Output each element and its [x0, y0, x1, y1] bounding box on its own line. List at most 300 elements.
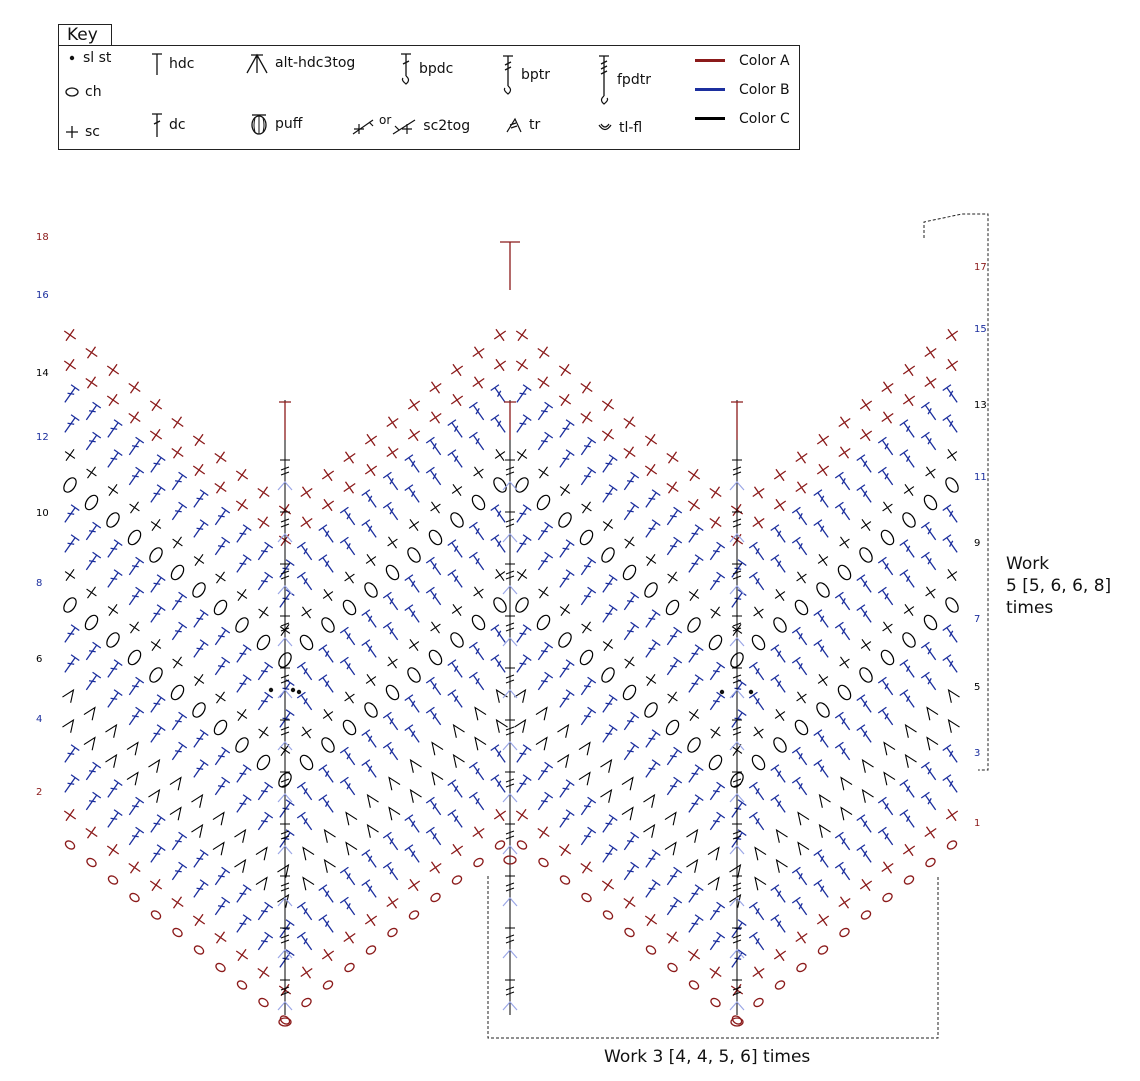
- sc-mark: [82, 373, 101, 392]
- dc-mark: [61, 535, 80, 555]
- puff-mark: [384, 683, 401, 702]
- dc-mark: [125, 797, 144, 817]
- dc-mark: [943, 775, 962, 795]
- row-number: 13: [974, 400, 987, 411]
- dc-mark: [900, 450, 919, 470]
- sc-mark: [60, 355, 79, 374]
- puff-mark: [922, 613, 939, 632]
- sc-mark: [770, 495, 789, 514]
- dc-mark: [104, 690, 123, 710]
- dc-mark: [82, 402, 101, 422]
- sc-mark: [146, 425, 165, 444]
- puff-mark: [470, 613, 487, 632]
- sc-mark: [813, 910, 832, 929]
- dc-mark: [362, 730, 381, 750]
- sc-mark: [61, 446, 79, 464]
- tr-mark: [837, 775, 852, 791]
- dc-mark: [319, 795, 338, 815]
- dc-mark: [125, 587, 144, 607]
- dc-mark: [792, 867, 811, 887]
- sc-mark: [168, 893, 187, 912]
- puff-mark: [771, 736, 788, 755]
- sc-mark: [535, 463, 553, 481]
- sc-mark: [404, 875, 423, 894]
- puff-mark: [599, 546, 616, 565]
- dc-mark: [513, 655, 532, 675]
- dc-mark: [254, 692, 273, 712]
- dc-mark: [405, 845, 424, 865]
- dc-mark: [319, 525, 338, 545]
- dc-mark: [792, 747, 811, 767]
- sc-mark: [620, 443, 639, 462]
- ch-mark: [752, 997, 764, 1008]
- sc-mark: [469, 373, 488, 392]
- sc-mark: [255, 723, 273, 741]
- sc-mark: [491, 566, 509, 584]
- puff-mark: [578, 528, 595, 547]
- puff-mark: [233, 736, 250, 755]
- dc-mark: [620, 502, 639, 522]
- sc-mark: [599, 516, 617, 534]
- tr-mark: [751, 845, 766, 861]
- ch-mark: [386, 927, 398, 938]
- row-number: 2: [36, 787, 43, 798]
- row-number: 4: [36, 714, 43, 725]
- tr-mark: [471, 705, 486, 721]
- sc-mark: [685, 706, 703, 724]
- dc-mark: [556, 780, 575, 800]
- key-label: bptr: [521, 67, 551, 83]
- dc-mark: [921, 672, 940, 692]
- sc-mark: [490, 355, 509, 374]
- sc-mark: [922, 463, 940, 481]
- dc-mark: [469, 552, 488, 572]
- dc-mark: [835, 862, 854, 882]
- puff-mark: [212, 598, 229, 617]
- top-st-mark: [504, 402, 516, 440]
- sc-mark: [664, 568, 682, 586]
- puff-mark: [190, 701, 207, 720]
- dc-mark: [319, 675, 338, 695]
- sc-mark: [943, 566, 961, 584]
- sc-mark: [82, 823, 101, 842]
- dc-mark: [297, 572, 316, 592]
- ch-mark: [516, 839, 528, 850]
- dc-mark: [556, 660, 575, 680]
- dc-mark: [642, 490, 661, 510]
- dc-mark: [534, 402, 553, 422]
- sc-mark: [535, 583, 553, 601]
- dc-mark: [104, 420, 123, 440]
- dc-mark: [190, 880, 209, 900]
- dc-mark: [534, 432, 553, 452]
- tr-mark: [622, 805, 637, 821]
- dc-mark: [125, 707, 144, 727]
- ch-mark: [838, 927, 850, 938]
- tr-mark: [751, 875, 766, 891]
- tr-mark: [600, 787, 615, 803]
- dc-mark: [469, 432, 488, 452]
- sc-mark: [426, 378, 445, 397]
- ch-mark: [64, 839, 76, 850]
- dc-mark: [362, 520, 381, 540]
- ch-mark: [472, 857, 484, 868]
- sc-mark: [942, 355, 961, 374]
- dc-mark: [706, 692, 725, 712]
- dc-mark: [749, 572, 768, 592]
- tr-mark: [708, 875, 723, 891]
- sc-mark: [513, 566, 531, 584]
- sc-mark: [813, 460, 832, 479]
- key-title: Key: [58, 24, 112, 46]
- ch-mark: [343, 962, 355, 973]
- tr-mark: [944, 717, 959, 733]
- sc-mark: [879, 498, 897, 516]
- dc-mark: [513, 625, 532, 645]
- dc-mark: [61, 745, 80, 765]
- sc-mark: [621, 653, 639, 671]
- ch-mark: [193, 944, 205, 955]
- sc-mark: [318, 945, 337, 964]
- sc-mark: [943, 446, 961, 464]
- dc-mark: [878, 557, 897, 577]
- puff-mark: [685, 736, 702, 755]
- dc-mark: [642, 850, 661, 870]
- sc-mark: [878, 408, 897, 427]
- sc-mark: [189, 430, 208, 449]
- sc-mark: [621, 533, 639, 551]
- puff-mark: [255, 753, 272, 772]
- dc-mark: [491, 415, 510, 435]
- tr-mark: [234, 857, 249, 873]
- dc-mark: [340, 537, 359, 557]
- dc-mark: [362, 760, 381, 780]
- ch-mark: [322, 979, 334, 990]
- sc-mark: [211, 448, 230, 467]
- dc-mark: [448, 780, 467, 800]
- row-number: 3: [974, 748, 981, 759]
- sc-mark: [318, 465, 337, 484]
- ch-mark: [817, 944, 829, 955]
- dc-mark: [814, 730, 833, 750]
- sc-mark: [578, 498, 596, 516]
- dc-mark: [857, 605, 876, 625]
- puff-mark: [147, 546, 164, 565]
- dc-mark: [125, 467, 144, 487]
- dc-mark: [556, 810, 575, 830]
- top-st-mark: [500, 242, 520, 290]
- sc-mark: [491, 446, 509, 464]
- tr-mark: [923, 705, 938, 721]
- dc-mark: [211, 897, 230, 917]
- puff-mark: [233, 616, 250, 635]
- dc-mark: [771, 885, 790, 905]
- key-label: sc2tog: [423, 118, 471, 134]
- sc2tog-or: or: [379, 113, 392, 127]
- dc-mark: [168, 502, 187, 522]
- dc-mark: [383, 502, 402, 522]
- dc-mark: [577, 677, 596, 697]
- tr-mark: [62, 717, 77, 733]
- dc-mark: [749, 932, 768, 952]
- sc-mark: [255, 603, 273, 621]
- dc-mark: [147, 815, 166, 835]
- sc-mark: [513, 446, 531, 464]
- ch-mark: [236, 979, 248, 990]
- sc-mark: [663, 478, 682, 497]
- dc-mark: [233, 555, 252, 575]
- dc-mark: [685, 555, 704, 575]
- sc-mark: [835, 893, 854, 912]
- repeat-outlines: [488, 214, 988, 1038]
- sc-mark: [146, 875, 165, 894]
- tr-mark: [686, 857, 701, 873]
- dc-mark: [706, 812, 725, 832]
- tr-mark: [213, 810, 228, 826]
- dc-mark: [426, 467, 445, 487]
- sc-mark: [707, 603, 725, 621]
- dc-mark: [556, 420, 575, 440]
- sc-mark: [598, 875, 617, 894]
- dc-mark: [168, 712, 187, 732]
- sc-mark: [835, 413, 854, 432]
- dc-mark: [190, 850, 209, 870]
- dc-mark: [125, 827, 144, 847]
- dc-mark: [534, 792, 553, 812]
- puff-mark: [556, 511, 573, 530]
- row-number: 18: [36, 232, 49, 243]
- sc-mark: [577, 858, 596, 877]
- dc-mark: [663, 867, 682, 887]
- sc-mark: [232, 945, 251, 964]
- tr-mark: [213, 840, 228, 856]
- dc-mark: [706, 572, 725, 592]
- ch-mark: [666, 962, 678, 973]
- ch-mark: [429, 892, 441, 903]
- ch-mark: [860, 909, 872, 920]
- key-label: tr: [529, 117, 541, 133]
- sc-mark: [750, 603, 768, 621]
- sc-mark: [770, 945, 789, 964]
- dc-mark: [254, 542, 273, 562]
- dc-mark: [685, 915, 704, 935]
- tr-mark: [363, 822, 378, 838]
- puff-mark: [664, 598, 681, 617]
- ch-mark: [623, 927, 635, 938]
- dc-mark: [513, 775, 532, 795]
- puff-mark: [298, 633, 315, 652]
- top-st-mark: [279, 402, 291, 440]
- dc-mark: [943, 385, 962, 405]
- sc-mark: [212, 568, 230, 586]
- dc-mark: [642, 880, 661, 900]
- dc-mark: [792, 657, 811, 677]
- dc-mark: [233, 885, 252, 905]
- dc-mark: [211, 657, 230, 677]
- dc-mark: [383, 472, 402, 492]
- sc-mark: [684, 465, 703, 484]
- ch-mark: [946, 839, 958, 850]
- dc-mark: [878, 707, 897, 727]
- key-label: hdc: [169, 56, 195, 72]
- dc-mark: [857, 455, 876, 475]
- dc-mark: [104, 810, 123, 830]
- puff-mark: [83, 613, 100, 632]
- sc-mark: [512, 355, 531, 374]
- puff-mark: [61, 476, 78, 495]
- puff-mark: [750, 633, 767, 652]
- sc-mark: [233, 706, 251, 724]
- puff-mark: [427, 648, 444, 667]
- tr-mark: [536, 705, 551, 721]
- tr-mark: [449, 752, 464, 768]
- tr-mark: [148, 757, 163, 773]
- sc-mark: [684, 945, 703, 964]
- dc-mark: [663, 777, 682, 797]
- dc-mark: [577, 827, 596, 847]
- tr-mark: [127, 740, 142, 756]
- repeat-label-stitches: Work 3 [4, 4, 5, 6] times: [604, 1047, 811, 1067]
- puff-mark: [836, 683, 853, 702]
- tr-mark: [105, 752, 120, 768]
- dc-mark: [319, 915, 338, 935]
- tr-mark: [901, 752, 916, 768]
- dc-mark: [61, 775, 80, 795]
- puff-mark: [707, 753, 724, 772]
- tr-mark: [557, 722, 572, 738]
- puff-mark: [642, 581, 659, 600]
- sc-mark: [447, 390, 466, 409]
- dc-mark: [620, 862, 639, 882]
- sc-mark: [942, 805, 961, 824]
- dc-mark: [577, 557, 596, 577]
- sc-mark: [254, 963, 273, 982]
- puff-mark: [922, 493, 939, 512]
- dc-mark: [642, 640, 661, 660]
- key-label: Color B: [739, 82, 790, 98]
- tr-mark: [191, 792, 206, 808]
- dc-mark: [211, 627, 230, 647]
- dc-mark: [254, 662, 273, 682]
- dc-mark: [147, 695, 166, 715]
- sc-mark: [642, 551, 660, 569]
- dc-mark: [814, 490, 833, 510]
- tr-mark: [944, 687, 959, 703]
- dc-mark: [835, 472, 854, 492]
- tr-mark: [449, 722, 464, 738]
- dc-mark: [642, 520, 661, 540]
- dc-mark: [405, 575, 424, 595]
- dc-mark: [921, 522, 940, 542]
- tr-mark: [837, 805, 852, 821]
- dc-mark: [857, 845, 876, 865]
- dc-mark: [104, 570, 123, 590]
- dc-mark: [620, 622, 639, 642]
- dc-mark: [599, 725, 618, 745]
- dc-mark: [61, 415, 80, 435]
- sc-mark: [749, 963, 768, 982]
- puff-mark: [621, 683, 638, 702]
- puff-mark: [793, 718, 810, 737]
- dc-mark: [297, 692, 316, 712]
- dc-mark: [104, 660, 123, 680]
- key-label: Color A: [739, 53, 790, 69]
- puff-mark: [879, 648, 896, 667]
- sc-mark: [663, 448, 682, 467]
- sc-mark: [836, 653, 854, 671]
- tr-mark: [256, 875, 271, 891]
- sc-mark: [126, 498, 144, 516]
- sc-mark: [254, 483, 273, 502]
- dc-mark: [82, 432, 101, 452]
- tr-mark: [428, 740, 443, 756]
- sc-mark: [297, 963, 316, 982]
- dc-mark: [211, 537, 230, 557]
- puff-mark: [341, 598, 358, 617]
- sc-mark: [641, 460, 660, 479]
- dc-mark: [469, 522, 488, 542]
- sl-st-mark: [749, 690, 753, 694]
- dc-mark: [534, 522, 553, 542]
- dc-mark: [426, 587, 445, 607]
- sc-mark: [942, 325, 961, 344]
- dc-mark: [814, 610, 833, 630]
- ch-mark: [257, 997, 269, 1008]
- dc-mark: [599, 575, 618, 595]
- puff-mark: [664, 718, 681, 737]
- ch-mark: [85, 857, 97, 868]
- dc-mark: [469, 762, 488, 782]
- dc-mark: [749, 542, 768, 562]
- sc-mark: [447, 360, 466, 379]
- puff-mark: [943, 476, 960, 495]
- dc-mark: [513, 415, 532, 435]
- dc-mark: [147, 725, 166, 745]
- dc-mark: [448, 690, 467, 710]
- tr-mark: [622, 775, 637, 791]
- dc-mark: [426, 557, 445, 577]
- dc-mark: [857, 485, 876, 505]
- row-number: 16: [36, 290, 49, 301]
- dc-mark: [448, 570, 467, 590]
- tr-mark: [579, 770, 594, 786]
- dc-mark: [104, 780, 123, 800]
- dc-mark: [857, 575, 876, 595]
- dc-mark: [685, 795, 704, 815]
- dc-mark: [943, 505, 962, 525]
- sc-mark: [362, 671, 380, 689]
- tr-mark: [299, 845, 314, 861]
- sc-mark: [749, 483, 768, 502]
- ch-mark: [128, 892, 140, 903]
- sc-mark: [899, 840, 918, 859]
- puff-mark: [793, 598, 810, 617]
- puff-mark: [599, 666, 616, 685]
- dc-mark: [857, 815, 876, 835]
- dc-mark: [706, 662, 725, 682]
- puff-mark: [298, 753, 315, 772]
- sc-mark: [60, 325, 79, 344]
- dc-mark: [190, 730, 209, 750]
- dc-mark: [900, 690, 919, 710]
- tr-mark: [880, 770, 895, 786]
- tr-mark: [148, 787, 163, 803]
- dc-mark: [771, 645, 790, 665]
- dc-mark: [362, 880, 381, 900]
- tr-mark: [514, 687, 529, 703]
- sc-mark: [469, 823, 488, 842]
- dc-mark: [792, 777, 811, 797]
